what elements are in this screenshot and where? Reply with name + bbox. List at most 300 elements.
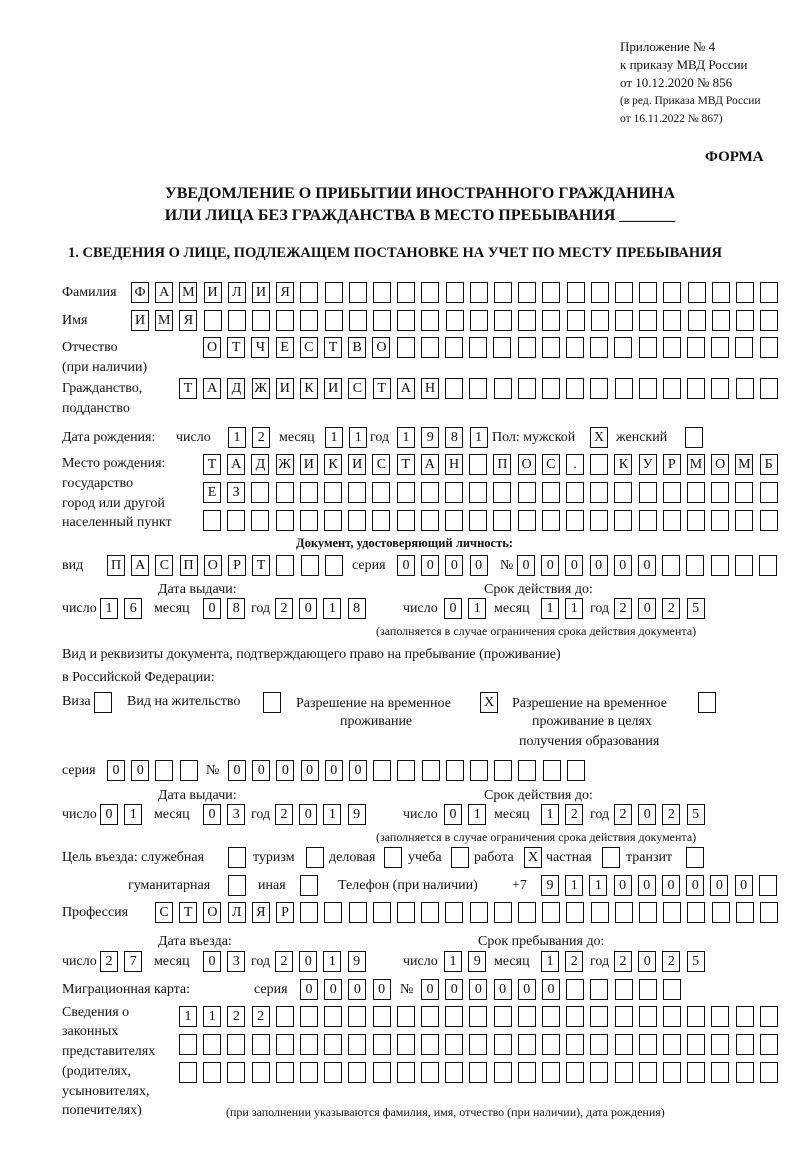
visa-checkbox[interactable] bbox=[94, 692, 118, 714]
char-box[interactable] bbox=[493, 337, 511, 358]
char-box[interactable] bbox=[759, 875, 777, 896]
char-box[interactable]: 0 bbox=[614, 875, 632, 896]
char-box[interactable] bbox=[300, 1034, 318, 1055]
char-box[interactable]: 0 bbox=[349, 760, 367, 781]
char-box[interactable]: 8 bbox=[227, 598, 245, 619]
char-box[interactable] bbox=[373, 1034, 391, 1055]
char-box[interactable] bbox=[615, 979, 633, 1000]
char-box[interactable] bbox=[614, 337, 632, 358]
char-box[interactable] bbox=[760, 378, 778, 399]
char-box[interactable]: 1 bbox=[100, 598, 118, 619]
char-box[interactable]: С bbox=[300, 337, 318, 358]
char-box[interactable]: 2 bbox=[100, 951, 118, 972]
char-box[interactable] bbox=[663, 282, 681, 303]
char-box[interactable] bbox=[421, 1062, 439, 1083]
char-box[interactable] bbox=[397, 902, 415, 923]
char-box[interactable] bbox=[687, 902, 705, 923]
char-box[interactable]: 0 bbox=[638, 875, 656, 896]
char-box[interactable]: 1 bbox=[541, 951, 559, 972]
char-box[interactable]: Р bbox=[663, 454, 681, 475]
char-box[interactable] bbox=[397, 482, 415, 503]
char-box[interactable]: Е bbox=[276, 337, 294, 358]
right-issue-year-field[interactable] bbox=[275, 804, 372, 826]
char-box[interactable] bbox=[276, 1034, 294, 1055]
char-box[interactable] bbox=[469, 1062, 487, 1083]
char-box[interactable]: Т bbox=[179, 902, 197, 923]
char-box[interactable]: 0 bbox=[444, 804, 462, 825]
char-box[interactable] bbox=[687, 337, 705, 358]
char-box[interactable] bbox=[711, 337, 729, 358]
char-box[interactable]: Ж bbox=[252, 378, 270, 399]
char-box[interactable] bbox=[687, 1034, 705, 1055]
char-box[interactable]: X bbox=[480, 692, 498, 713]
char-box[interactable] bbox=[590, 454, 608, 475]
char-box[interactable] bbox=[276, 482, 294, 503]
char-box[interactable]: З bbox=[227, 482, 245, 503]
char-box[interactable] bbox=[615, 1062, 633, 1083]
char-box[interactable] bbox=[518, 282, 536, 303]
char-box[interactable] bbox=[518, 1034, 536, 1055]
char-box[interactable] bbox=[300, 902, 318, 923]
char-box[interactable] bbox=[421, 482, 439, 503]
char-box[interactable]: 0 bbox=[518, 979, 536, 1000]
char-box[interactable]: X bbox=[524, 847, 542, 868]
purpose-service-checkbox[interactable] bbox=[228, 847, 252, 869]
char-box[interactable] bbox=[349, 282, 367, 303]
char-box[interactable]: 1 bbox=[541, 804, 559, 825]
char-box[interactable] bbox=[397, 282, 415, 303]
char-box[interactable]: 0 bbox=[203, 951, 221, 972]
char-box[interactable]: 2 bbox=[614, 598, 632, 619]
char-box[interactable]: Т bbox=[252, 555, 270, 576]
char-box[interactable] bbox=[324, 1006, 342, 1027]
char-box[interactable] bbox=[397, 760, 415, 781]
char-box[interactable]: 9 bbox=[348, 951, 366, 972]
char-box[interactable] bbox=[566, 902, 584, 923]
char-box[interactable]: 2 bbox=[227, 1006, 245, 1027]
char-box[interactable]: 1 bbox=[470, 427, 488, 448]
char-box[interactable] bbox=[494, 902, 512, 923]
char-box[interactable] bbox=[591, 310, 609, 331]
char-box[interactable] bbox=[542, 1006, 560, 1027]
char-box[interactable] bbox=[639, 1006, 657, 1027]
char-box[interactable]: Т bbox=[227, 337, 245, 358]
char-box[interactable]: 0 bbox=[638, 555, 656, 576]
char-box[interactable] bbox=[451, 847, 469, 868]
char-box[interactable] bbox=[711, 555, 729, 576]
char-box[interactable] bbox=[711, 510, 729, 531]
char-box[interactable] bbox=[372, 482, 390, 503]
char-box[interactable] bbox=[542, 337, 560, 358]
char-box[interactable] bbox=[446, 310, 464, 331]
char-box[interactable] bbox=[590, 1034, 608, 1055]
char-box[interactable]: 0 bbox=[299, 804, 317, 825]
purpose-transit-checkbox[interactable] bbox=[686, 847, 710, 869]
char-box[interactable]: 0 bbox=[517, 555, 535, 576]
char-box[interactable] bbox=[663, 482, 681, 503]
char-box[interactable]: 0 bbox=[542, 979, 560, 1000]
char-box[interactable] bbox=[397, 510, 415, 531]
char-box[interactable] bbox=[759, 555, 777, 576]
char-box[interactable] bbox=[493, 510, 511, 531]
char-box[interactable]: Л bbox=[228, 282, 246, 303]
char-box[interactable] bbox=[518, 1062, 536, 1083]
char-box[interactable] bbox=[325, 310, 343, 331]
char-box[interactable]: А bbox=[203, 378, 221, 399]
char-box[interactable]: А bbox=[421, 454, 439, 475]
char-box[interactable] bbox=[566, 1006, 584, 1027]
char-box[interactable] bbox=[372, 510, 390, 531]
char-box[interactable] bbox=[687, 1006, 705, 1027]
char-box[interactable] bbox=[445, 902, 463, 923]
birth-day-field[interactable] bbox=[228, 427, 276, 449]
char-box[interactable]: А bbox=[397, 378, 415, 399]
char-box[interactable] bbox=[348, 482, 366, 503]
char-box[interactable] bbox=[590, 1062, 608, 1083]
char-box[interactable]: 0 bbox=[614, 555, 632, 576]
char-box[interactable]: И bbox=[276, 378, 294, 399]
doc-issue-month-field[interactable] bbox=[203, 598, 251, 620]
char-box[interactable] bbox=[493, 482, 511, 503]
char-box[interactable] bbox=[397, 1062, 415, 1083]
char-box[interactable]: Д bbox=[251, 454, 269, 475]
char-box[interactable]: С bbox=[348, 378, 366, 399]
char-box[interactable]: 1 bbox=[228, 427, 246, 448]
char-box[interactable] bbox=[445, 1034, 463, 1055]
char-box[interactable] bbox=[348, 1006, 366, 1027]
char-box[interactable]: 2 bbox=[275, 951, 293, 972]
char-box[interactable] bbox=[300, 1006, 318, 1027]
char-box[interactable]: X bbox=[590, 427, 608, 448]
char-box[interactable]: 1 bbox=[468, 804, 486, 825]
char-box[interactable] bbox=[663, 979, 681, 1000]
char-box[interactable]: С bbox=[372, 454, 390, 475]
char-box[interactable]: 2 bbox=[662, 598, 680, 619]
surname-field[interactable] bbox=[131, 282, 784, 304]
char-box[interactable]: 8 bbox=[445, 427, 463, 448]
purpose-work-checkbox[interactable] bbox=[524, 847, 548, 869]
char-box[interactable] bbox=[543, 760, 561, 781]
char-box[interactable]: 0 bbox=[662, 875, 680, 896]
char-box[interactable] bbox=[421, 310, 439, 331]
char-box[interactable] bbox=[760, 510, 778, 531]
char-box[interactable]: 1 bbox=[323, 804, 341, 825]
char-box[interactable] bbox=[227, 510, 245, 531]
char-box[interactable]: И bbox=[348, 454, 366, 475]
char-box[interactable] bbox=[349, 902, 367, 923]
char-box[interactable]: 2 bbox=[614, 951, 632, 972]
char-box[interactable] bbox=[179, 1062, 197, 1083]
char-box[interactable] bbox=[300, 282, 318, 303]
char-box[interactable] bbox=[639, 510, 657, 531]
char-box[interactable] bbox=[446, 760, 464, 781]
char-box[interactable]: 6 bbox=[124, 598, 142, 619]
char-box[interactable]: 2 bbox=[662, 951, 680, 972]
char-box[interactable]: У bbox=[639, 454, 657, 475]
char-box[interactable] bbox=[639, 310, 657, 331]
char-box[interactable]: 0 bbox=[444, 598, 462, 619]
char-box[interactable] bbox=[349, 310, 367, 331]
char-box[interactable]: 0 bbox=[107, 760, 125, 781]
char-box[interactable] bbox=[421, 1006, 439, 1027]
purpose-tourism-checkbox[interactable] bbox=[306, 847, 330, 869]
char-box[interactable] bbox=[373, 310, 391, 331]
char-box[interactable] bbox=[760, 902, 778, 923]
char-box[interactable]: 2 bbox=[614, 804, 632, 825]
char-box[interactable] bbox=[712, 902, 730, 923]
char-box[interactable]: 0 bbox=[638, 951, 656, 972]
char-box[interactable] bbox=[469, 482, 487, 503]
char-box[interactable] bbox=[494, 378, 512, 399]
char-box[interactable] bbox=[325, 282, 343, 303]
char-box[interactable] bbox=[615, 378, 633, 399]
char-box[interactable] bbox=[397, 337, 415, 358]
purpose-private-checkbox[interactable] bbox=[602, 847, 626, 869]
char-box[interactable] bbox=[591, 282, 609, 303]
char-box[interactable] bbox=[567, 760, 585, 781]
char-box[interactable]: 0 bbox=[445, 555, 463, 576]
char-box[interactable]: 0 bbox=[131, 760, 149, 781]
char-box[interactable] bbox=[614, 482, 632, 503]
char-box[interactable] bbox=[663, 1006, 681, 1027]
birth-month-field[interactable] bbox=[325, 427, 373, 449]
char-box[interactable]: Н bbox=[421, 378, 439, 399]
char-box[interactable]: Т bbox=[397, 454, 415, 475]
char-box[interactable] bbox=[639, 979, 657, 1000]
char-box[interactable]: 9 bbox=[348, 804, 366, 825]
char-box[interactable]: 0 bbox=[494, 979, 512, 1000]
char-box[interactable]: 2 bbox=[662, 804, 680, 825]
char-box[interactable] bbox=[711, 1034, 729, 1055]
migration-card-series-field[interactable] bbox=[300, 979, 397, 1001]
migration-card-number-field[interactable] bbox=[421, 979, 687, 1001]
char-box[interactable] bbox=[542, 902, 560, 923]
char-box[interactable] bbox=[567, 310, 585, 331]
char-box[interactable]: 2 bbox=[565, 804, 583, 825]
char-box[interactable]: 0 bbox=[276, 760, 294, 781]
char-box[interactable]: О bbox=[203, 337, 221, 358]
char-box[interactable] bbox=[373, 1006, 391, 1027]
char-box[interactable] bbox=[203, 510, 221, 531]
birthplace-field-3[interactable] bbox=[203, 510, 784, 532]
char-box[interactable] bbox=[615, 1034, 633, 1055]
char-box[interactable]: Я bbox=[179, 310, 197, 331]
char-box[interactable]: 0 bbox=[686, 875, 704, 896]
char-box[interactable]: 7 bbox=[124, 951, 142, 972]
char-box[interactable] bbox=[470, 760, 488, 781]
char-box[interactable] bbox=[518, 1006, 536, 1027]
char-box[interactable] bbox=[421, 337, 439, 358]
char-box[interactable] bbox=[518, 510, 536, 531]
char-box[interactable] bbox=[300, 875, 318, 896]
char-box[interactable]: 5 bbox=[687, 951, 705, 972]
char-box[interactable] bbox=[566, 378, 584, 399]
char-box[interactable] bbox=[518, 482, 536, 503]
char-box[interactable] bbox=[735, 482, 753, 503]
char-box[interactable]: 1 bbox=[323, 951, 341, 972]
char-box[interactable] bbox=[760, 1006, 778, 1027]
char-box[interactable] bbox=[615, 1006, 633, 1027]
char-box[interactable] bbox=[711, 1006, 729, 1027]
char-box[interactable] bbox=[663, 510, 681, 531]
char-box[interactable]: 1 bbox=[397, 427, 415, 448]
char-box[interactable]: Т bbox=[373, 378, 391, 399]
reps-field-1[interactable] bbox=[179, 1006, 784, 1028]
char-box[interactable] bbox=[445, 1062, 463, 1083]
char-box[interactable] bbox=[663, 1062, 681, 1083]
char-box[interactable] bbox=[639, 337, 657, 358]
char-box[interactable] bbox=[306, 847, 324, 868]
char-box[interactable]: С bbox=[155, 902, 173, 923]
char-box[interactable] bbox=[711, 378, 729, 399]
reps-field-3[interactable] bbox=[179, 1062, 784, 1084]
char-box[interactable] bbox=[397, 310, 415, 331]
char-box[interactable]: К bbox=[614, 454, 632, 475]
char-box[interactable] bbox=[469, 510, 487, 531]
char-box[interactable] bbox=[348, 1062, 366, 1083]
char-box[interactable] bbox=[445, 337, 463, 358]
char-box[interactable]: 9 bbox=[468, 951, 486, 972]
char-box[interactable]: 1 bbox=[124, 804, 142, 825]
char-box[interactable]: О bbox=[518, 454, 536, 475]
char-box[interactable]: И bbox=[252, 282, 270, 303]
char-box[interactable] bbox=[567, 282, 585, 303]
doc-valid-year-field[interactable] bbox=[614, 598, 711, 620]
char-box[interactable] bbox=[276, 1006, 294, 1027]
char-box[interactable]: 0 bbox=[300, 979, 318, 1000]
char-box[interactable]: И bbox=[324, 378, 342, 399]
char-box[interactable] bbox=[615, 282, 633, 303]
char-box[interactable] bbox=[542, 1062, 560, 1083]
char-box[interactable] bbox=[324, 902, 342, 923]
char-box[interactable] bbox=[494, 1006, 512, 1027]
char-box[interactable] bbox=[591, 902, 609, 923]
char-box[interactable] bbox=[566, 337, 584, 358]
char-box[interactable]: 1 bbox=[349, 427, 367, 448]
char-box[interactable] bbox=[227, 1062, 245, 1083]
char-box[interactable] bbox=[276, 555, 294, 576]
char-box[interactable] bbox=[180, 760, 198, 781]
char-box[interactable] bbox=[711, 1062, 729, 1083]
char-box[interactable]: 2 bbox=[275, 804, 293, 825]
char-box[interactable]: А bbox=[155, 282, 173, 303]
char-box[interactable] bbox=[469, 454, 487, 475]
char-box[interactable] bbox=[542, 378, 560, 399]
char-box[interactable] bbox=[518, 378, 536, 399]
doc-issue-year-field[interactable] bbox=[275, 598, 372, 620]
char-box[interactable] bbox=[227, 1034, 245, 1055]
char-box[interactable]: 0 bbox=[299, 598, 317, 619]
char-box[interactable]: 1 bbox=[589, 875, 607, 896]
char-box[interactable] bbox=[252, 1034, 270, 1055]
char-box[interactable]: Н bbox=[445, 454, 463, 475]
char-box[interactable]: 0 bbox=[100, 804, 118, 825]
char-box[interactable]: О bbox=[204, 555, 222, 576]
trp-education-checkbox[interactable] bbox=[698, 692, 722, 714]
citizenship-field[interactable] bbox=[179, 378, 784, 400]
entry-day-field[interactable] bbox=[100, 951, 148, 973]
char-box[interactable] bbox=[760, 1062, 778, 1083]
char-box[interactable]: 1 bbox=[179, 1006, 197, 1027]
char-box[interactable] bbox=[324, 1034, 342, 1055]
char-box[interactable] bbox=[203, 1062, 221, 1083]
char-box[interactable]: Р bbox=[228, 555, 246, 576]
char-box[interactable]: 0 bbox=[325, 760, 343, 781]
char-box[interactable]: Я bbox=[252, 902, 270, 923]
char-box[interactable]: М bbox=[687, 454, 705, 475]
char-box[interactable]: 0 bbox=[638, 598, 656, 619]
char-box[interactable]: 1 bbox=[323, 598, 341, 619]
char-box[interactable] bbox=[736, 1006, 754, 1027]
char-box[interactable] bbox=[663, 902, 681, 923]
entry-month-field[interactable] bbox=[203, 951, 251, 973]
char-box[interactable] bbox=[685, 427, 703, 448]
char-box[interactable]: 3 bbox=[227, 951, 245, 972]
char-box[interactable]: 1 bbox=[541, 598, 559, 619]
char-box[interactable] bbox=[155, 760, 173, 781]
char-box[interactable] bbox=[470, 310, 488, 331]
char-box[interactable] bbox=[470, 282, 488, 303]
char-box[interactable] bbox=[639, 282, 657, 303]
char-box[interactable] bbox=[348, 1034, 366, 1055]
char-box[interactable] bbox=[324, 482, 342, 503]
char-box[interactable]: Т bbox=[179, 378, 197, 399]
doc-valid-day-field[interactable] bbox=[444, 598, 492, 620]
char-box[interactable] bbox=[735, 555, 753, 576]
char-box[interactable]: О bbox=[203, 902, 221, 923]
char-box[interactable]: Р bbox=[276, 902, 294, 923]
stay-day-field[interactable] bbox=[444, 951, 492, 973]
entry-year-field[interactable] bbox=[275, 951, 372, 973]
char-box[interactable]: Е bbox=[203, 482, 221, 503]
char-box[interactable] bbox=[94, 692, 112, 713]
stay-year-field[interactable] bbox=[614, 951, 711, 973]
right-valid-year-field[interactable] bbox=[614, 804, 711, 826]
char-box[interactable] bbox=[542, 482, 560, 503]
purpose-other-checkbox[interactable] bbox=[300, 875, 324, 897]
char-box[interactable] bbox=[590, 337, 608, 358]
char-box[interactable]: 0 bbox=[469, 979, 487, 1000]
char-box[interactable] bbox=[348, 510, 366, 531]
char-box[interactable] bbox=[494, 1034, 512, 1055]
char-box[interactable]: 0 bbox=[203, 598, 221, 619]
char-box[interactable] bbox=[760, 282, 778, 303]
char-box[interactable]: И bbox=[300, 454, 318, 475]
char-box[interactable] bbox=[324, 510, 342, 531]
purpose-humanitarian-checkbox[interactable] bbox=[228, 875, 252, 897]
char-box[interactable] bbox=[760, 337, 778, 358]
char-box[interactable]: Б bbox=[760, 454, 778, 475]
phone-field[interactable] bbox=[541, 875, 783, 897]
char-box[interactable] bbox=[688, 310, 706, 331]
right-series-field[interactable] bbox=[107, 760, 204, 782]
char-box[interactable] bbox=[252, 310, 270, 331]
doc-issue-day-field[interactable] bbox=[100, 598, 148, 620]
purpose-business-checkbox[interactable] bbox=[384, 847, 408, 869]
char-box[interactable] bbox=[602, 847, 620, 868]
char-box[interactable]: 0 bbox=[203, 804, 221, 825]
char-box[interactable] bbox=[542, 1034, 560, 1055]
doc-valid-month-field[interactable] bbox=[541, 598, 589, 620]
char-box[interactable]: П bbox=[493, 454, 511, 475]
char-box[interactable] bbox=[276, 1062, 294, 1083]
char-box[interactable] bbox=[542, 510, 560, 531]
char-box[interactable] bbox=[735, 510, 753, 531]
char-box[interactable] bbox=[384, 847, 402, 868]
char-box[interactable] bbox=[421, 282, 439, 303]
char-box[interactable]: О bbox=[372, 337, 390, 358]
char-box[interactable] bbox=[204, 310, 222, 331]
